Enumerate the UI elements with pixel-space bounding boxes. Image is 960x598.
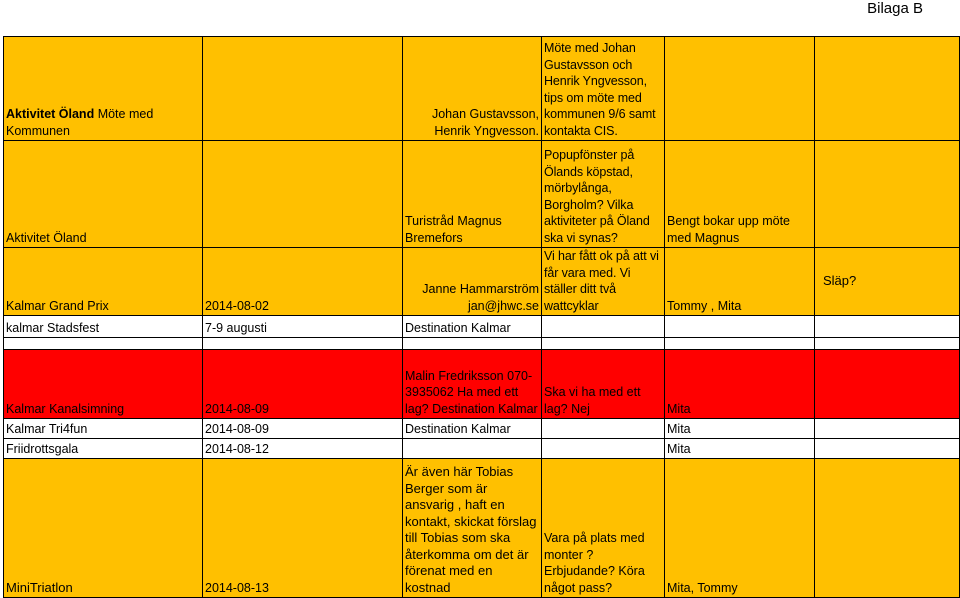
responsible-cell: [665, 338, 815, 350]
notes-cell: Vi har fått ok på att vi får vara med. Vi ställer ditt två wattcyklar: [542, 248, 665, 316]
table-row-tri4fun: [4, 419, 960, 439]
activity-cell: Aktivitet Öland: [4, 141, 203, 248]
date-cell: 2014-08-09: [203, 350, 403, 419]
responsible-cell: [665, 316, 815, 338]
contact-cell: [403, 439, 542, 459]
date-cell: 2014-08-13: [203, 459, 403, 598]
contact-cell: Turistråd Magnus Bremefors: [403, 141, 542, 248]
notes-cell: [542, 439, 665, 459]
activity-cell: MiniTriatlon: [4, 459, 203, 598]
extra-cell: [815, 316, 960, 338]
notes-cell: [542, 316, 665, 338]
table-row-spacer: [4, 338, 960, 350]
date-cell: 7-9 augusti: [203, 316, 403, 338]
contact-cell: Är även här Tobias Berger som är ansvarig , haft en kontakt, skickat förslag till Tobias som ska återkomma om det är förenat med en kostnad: [403, 459, 542, 598]
side-note: Släp?: [823, 273, 857, 288]
extra-cell: [815, 37, 960, 141]
activity-cell: Friidrottsgala: [4, 439, 203, 459]
date-cell: [203, 338, 403, 350]
contact-cell: Destination Kalmar: [403, 316, 542, 338]
contact-cell: Johan Gustavsson, Henrik Yngvesson.: [403, 37, 542, 141]
activity-cell: kalmar Stadsfest: [4, 316, 203, 338]
responsible-cell: [665, 37, 815, 141]
notes-cell: Ska vi ha med ett lag? Nej: [542, 350, 665, 419]
table-row-friidrottsgala: [4, 439, 960, 459]
extra-cell: [815, 350, 960, 419]
date-cell: 2014-08-09: [203, 419, 403, 439]
activity-name-bold: Aktivitet Öland: [6, 107, 95, 121]
table-row-stadsfest: [4, 316, 960, 338]
date-cell: 2014-08-02: [203, 248, 403, 316]
date-cell: [203, 37, 403, 141]
activity-cell: Kalmar Kanalsimning: [4, 350, 203, 419]
activity-cell: [4, 37, 203, 141]
activity-cell: Kalmar Tri4fun: [4, 419, 203, 439]
activity-name-rest: Möte med Kommunen: [6, 107, 154, 138]
responsible-cell: Mita: [665, 350, 815, 419]
notes-cell: Vara på plats med monter ? Erbjudande? Köra något pass?: [542, 459, 665, 598]
date-cell: 2014-08-12: [203, 439, 403, 459]
extra-cell: [815, 419, 960, 439]
extra-cell: [815, 141, 960, 248]
contact-cell: Malin Fredriksson 070-3935062 Ha med ett lag? Destination Kalmar: [403, 350, 542, 419]
contact-cell: [403, 338, 542, 350]
notes-cell: Möte med Johan Gustavsson och Henrik Yngvesson, tips om möte med kommunen 9/6 samt kontakta CIS.: [542, 37, 665, 141]
notes-cell: Popupfönster på Ölands köpstad, mörbylånga, Borgholm? Vilka aktiviteter på Öland ska vi synas?: [542, 141, 665, 248]
responsible-cell: Mita: [665, 419, 815, 439]
responsible-cell: Tommy , Mita: [665, 248, 815, 316]
responsible-cell: Mita, Tommy: [665, 459, 815, 598]
notes-cell: [542, 419, 665, 439]
responsible-cell: Bengt bokar upp möte med Magnus: [665, 141, 815, 248]
contact-cell: Janne Hammarström jan@jhwc.se: [403, 248, 542, 316]
table-row-grand-prix: [4, 248, 960, 316]
extra-cell: [815, 439, 960, 459]
extra-cell: [815, 338, 960, 350]
activity-cell: [4, 338, 203, 350]
contact-cell: Destination Kalmar: [403, 419, 542, 439]
responsible-cell: Mita: [665, 439, 815, 459]
activity-cell: Kalmar Grand Prix: [4, 248, 203, 316]
table-row-oland: [4, 141, 960, 248]
activity-table: [3, 36, 960, 598]
table-row-oland-mote: [4, 37, 960, 141]
notes-cell: [542, 338, 665, 350]
date-cell: [203, 141, 403, 248]
page-header-label: Bilaga B: [867, 0, 923, 17]
table-row-kanalsimning: [4, 350, 960, 419]
